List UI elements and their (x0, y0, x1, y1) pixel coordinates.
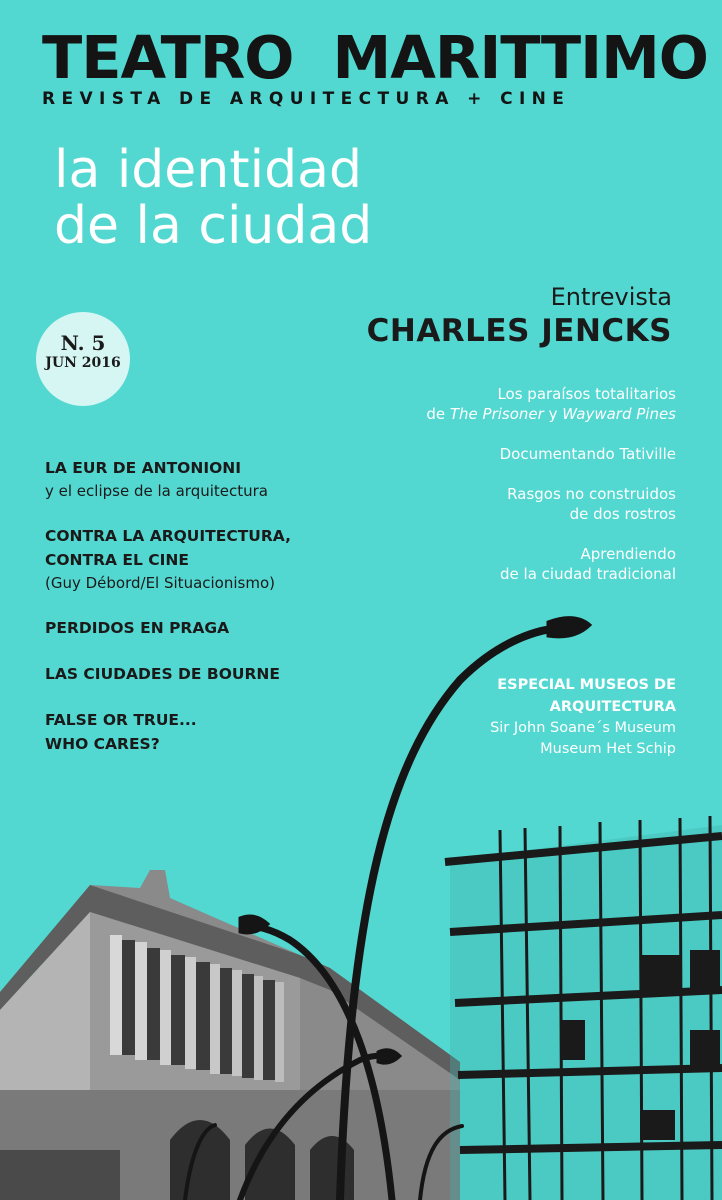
left-item-title: LA EUR DE ANTONIONI (45, 459, 241, 477)
text-fragment: de (426, 405, 450, 423)
left-item (45, 662, 291, 686)
left-item (45, 616, 291, 640)
left-item-title: FALSE OR TRUE... (45, 711, 197, 729)
headline-line-2: de la ciudad (54, 196, 373, 256)
right-item-line (426, 404, 676, 424)
left-item-sub: y el eclipse de la arquitectura (45, 482, 268, 500)
title-prisoner: The Prisoner (449, 405, 544, 423)
special-item: Sir John Soane´s Museum (490, 720, 676, 736)
building-photo (0, 870, 460, 1200)
right-item (426, 384, 676, 424)
right-item-line: de dos rostros (569, 505, 676, 523)
magazine-title: TEATRO MARITTIMO (42, 23, 708, 92)
right-contents (426, 384, 676, 604)
right-item-line: Aprendiendo (580, 545, 676, 563)
right-item-line: de la ciudad tradicional (500, 565, 676, 583)
issue-badge (36, 312, 130, 406)
interview-name: CHARLES JENCKS (366, 313, 672, 349)
interview-label: Entrevista (550, 283, 672, 311)
interview-block (367, 282, 672, 350)
magazine-subtitle: REVISTA DE ARQUITECTURA + CINE (42, 89, 571, 109)
left-item-title: LAS CIUDADES DE BOURNE (45, 665, 280, 683)
left-item (45, 456, 291, 502)
right-item (426, 544, 676, 584)
issue-number: N. 5 (60, 331, 106, 355)
right-item-line: Documentando Tativille (499, 445, 676, 463)
left-item-title: PERDIDOS EN PRAGA (45, 619, 230, 637)
special-section (490, 674, 676, 760)
special-title: ESPECIAL MUSEOS DE (497, 677, 676, 693)
right-item-line: Rasgos no construidos (507, 485, 676, 503)
text-fragment: y (543, 405, 563, 423)
right-item (426, 444, 676, 464)
left-item (45, 524, 291, 594)
left-item-title: CONTRA LA ARQUITECTURA, (45, 527, 291, 545)
left-item (45, 708, 291, 756)
headline-line-1: la identidad (54, 140, 362, 200)
cover-headline (54, 142, 372, 254)
masthead (42, 23, 708, 109)
left-contents (45, 456, 291, 778)
special-item: Museum Het Schip (540, 741, 676, 757)
right-item-line: Los paraísos totalitarios (497, 385, 676, 403)
left-item-sub: (Guy Débord/El Situacionismo) (45, 574, 275, 592)
scaffolding-sketch (445, 816, 722, 1200)
special-title: ARQUITECTURA (549, 699, 676, 715)
left-item-title: WHO CARES? (45, 735, 160, 753)
right-item (426, 484, 676, 524)
left-item-title: CONTRA EL CINE (45, 551, 189, 569)
title-wayward-pines: Wayward Pines (562, 405, 676, 423)
issue-date: JUN 2016 (45, 355, 121, 371)
